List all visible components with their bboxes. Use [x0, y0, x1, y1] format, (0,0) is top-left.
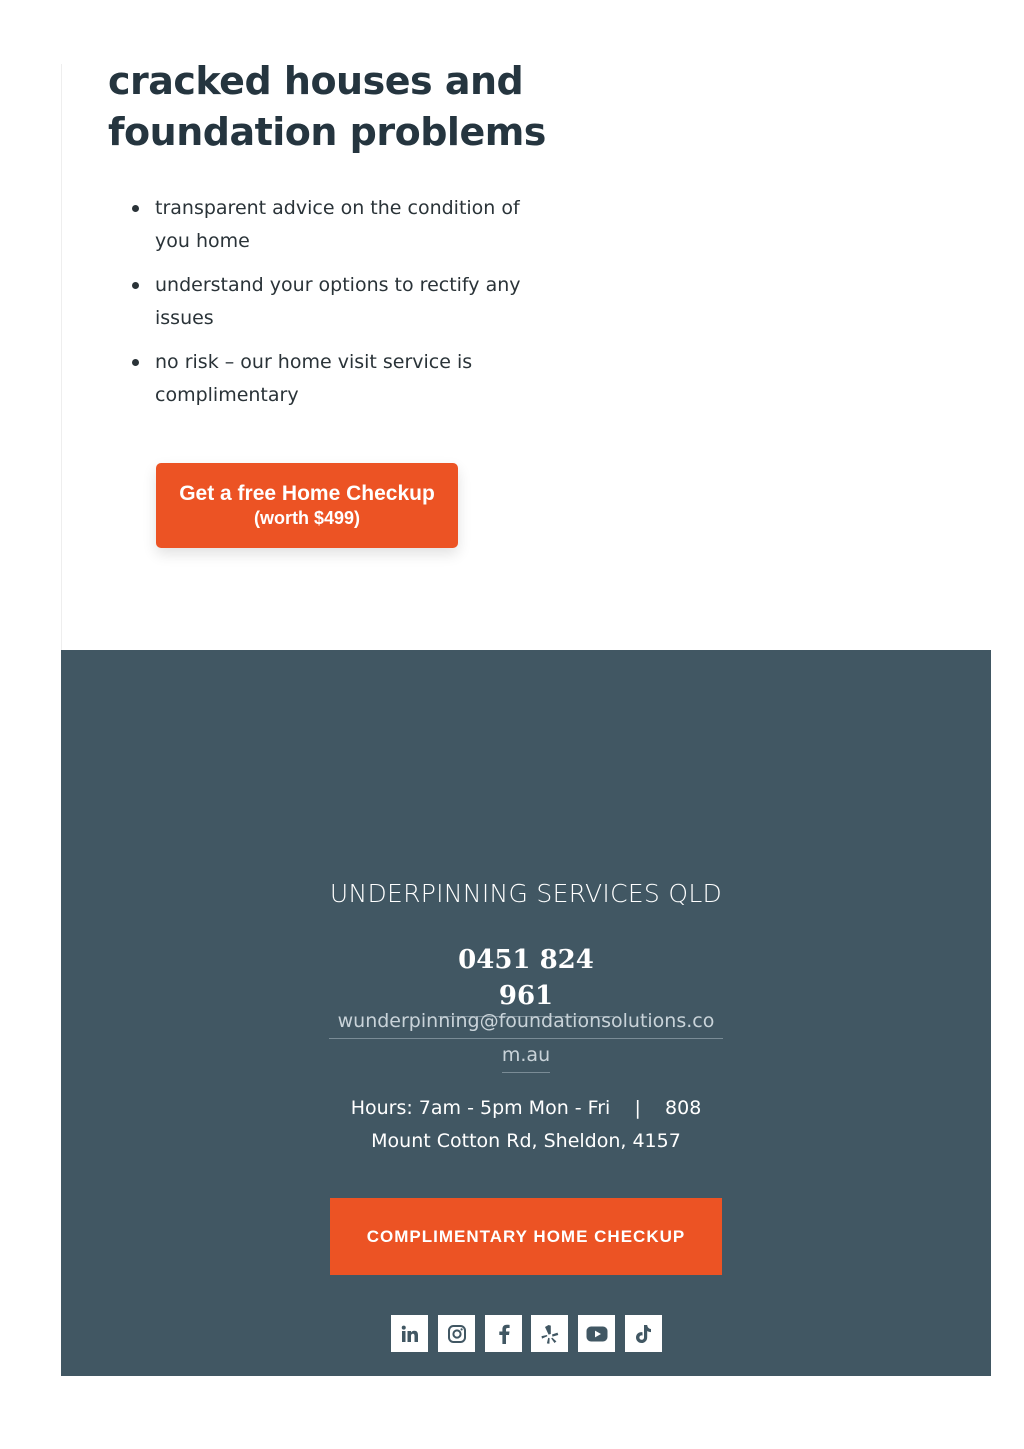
- tiktok-link[interactable]: [625, 1315, 662, 1352]
- instagram-link[interactable]: [438, 1315, 475, 1352]
- facebook-link[interactable]: [485, 1315, 522, 1352]
- hero-heading-line1: cracked houses and: [108, 59, 524, 103]
- youtube-icon: [586, 1326, 608, 1342]
- company-name: UNDERPINNING SERVICES QLD: [329, 879, 723, 908]
- youtube-link[interactable]: [578, 1315, 615, 1352]
- hero-heading-line2: foundation problems: [108, 110, 546, 154]
- yelp-link[interactable]: [531, 1315, 568, 1352]
- email-link[interactable]: [329, 1005, 723, 1073]
- instagram-icon: [447, 1324, 467, 1344]
- linkedin-link[interactable]: [391, 1315, 428, 1352]
- site-footer: [61, 650, 991, 1376]
- business-hours-address: [291, 1092, 761, 1158]
- email-text-line2[interactable]: m.au: [502, 1039, 550, 1073]
- list-item-text: transparent advice on the condition of you home: [155, 197, 520, 252]
- list-item-text: no risk – our home visit service is complimentary: [155, 351, 473, 406]
- bullet-dot-icon: [132, 282, 139, 289]
- complimentary-checkup-button[interactable]: COMPLIMENTARY HOME CHECKUP: [330, 1198, 722, 1275]
- hero-heading: [108, 56, 548, 158]
- bullet-dot-icon: [132, 359, 139, 366]
- bullet-dot-icon: [132, 205, 139, 212]
- cta-sublabel: (worth $499): [253, 508, 361, 528]
- free-home-checkup-button[interactable]: [156, 463, 458, 548]
- list-item: [132, 346, 522, 412]
- section-divider: [61, 64, 62, 650]
- linkedin-icon: [401, 1325, 419, 1343]
- list-item: [132, 192, 522, 258]
- phone-link[interactable]: 0451 824 961: [438, 942, 614, 1017]
- email-text-line1[interactable]: wunderpinning@foundationsolutions.co: [329, 1005, 723, 1039]
- hero-section: [108, 56, 548, 158]
- tiktok-icon: [635, 1324, 652, 1344]
- benefits-list: [132, 192, 522, 423]
- yelp-icon: [541, 1324, 559, 1344]
- cta-label: Get a free Home Checkup: [179, 482, 435, 505]
- list-item-text: understand your options to rectify any issues: [155, 274, 521, 329]
- hours-line1: Hours: 7am - 5pm Mon - Fri | 808: [350, 1097, 702, 1119]
- hours-line2: Mount Cotton Rd, Sheldon, 4157: [371, 1130, 681, 1152]
- list-item: [132, 269, 522, 335]
- facebook-icon: [498, 1324, 510, 1344]
